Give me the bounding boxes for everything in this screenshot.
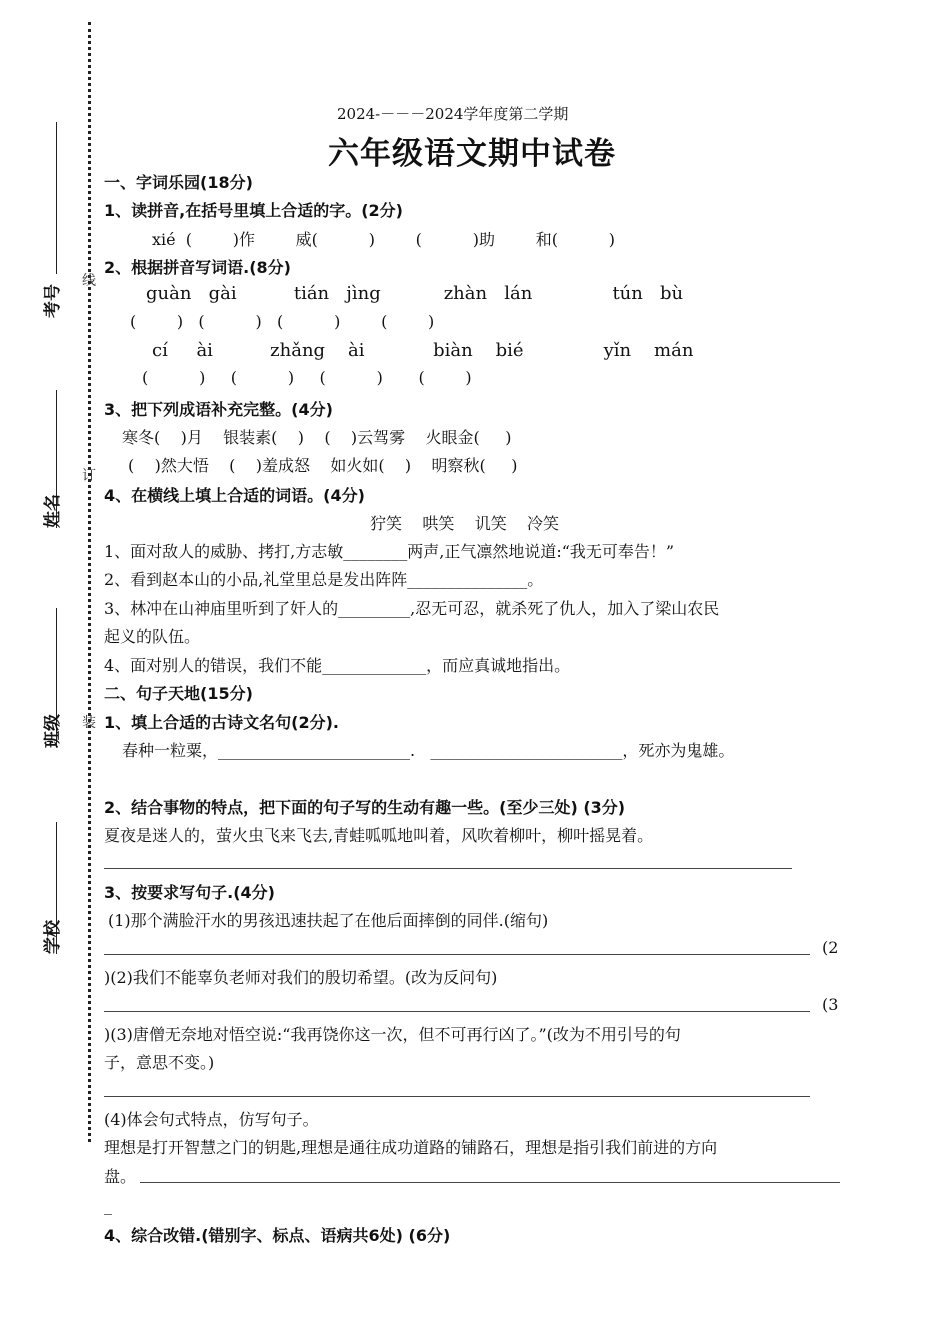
s2-q2-title: 2、结合事物的特点，把下面的句子写的生动有趣一些。(至少三处) (3分) xyxy=(104,798,626,817)
s1-q4-item1: 1、面对敌人的威胁、拷打,方志敏________两声,正气凛然地说道:“我无可奉告！” xyxy=(104,542,675,561)
s1-q2-pinyin-row1: guàn gài tián jìng zhàn lán tún bù xyxy=(146,283,684,304)
s1-q2-brackets-row2: ( ) ( ) ( ) ( ) xyxy=(142,368,472,387)
s1-q3-line2: ( )然大悟 ( )羞成怒 如火如( ) 明察秋( ) xyxy=(128,456,518,475)
s1-q3-line1: 寒冬( )月 银装素( ) ( )云驾雾 火眼金( ) xyxy=(122,428,512,447)
s1-q1-title: 1、读拼音,在括号里填上合适的字。(2分) xyxy=(104,201,403,220)
s2-q1-line: 春种一粒粟，________________________. ________________________，死亦为鬼雄。 xyxy=(122,741,735,760)
page-title: 六年级语文期中试卷 xyxy=(328,136,616,172)
s2-q3-answer-line2[interactable] xyxy=(104,1011,810,1012)
name-label: 姓名 xyxy=(43,494,63,528)
s1-q4-title: 4、在横线上填上合适的词语。(4分) xyxy=(104,486,365,505)
s2-q2-sentence: 夏夜是迷人的，萤火虫飞来飞去,青蛙呱呱地叫着，风吹着柳叶，柳叶摇晃着。 xyxy=(104,826,654,845)
s1-q2-pinyin-row2: cí ài zhǎng ài biàn bié yǐn mán xyxy=(152,340,694,361)
s2-q1-title: 1、填上合适的古诗文名句(2分). xyxy=(104,713,339,732)
s2-q3-num2: (2 xyxy=(822,938,839,957)
s2-q3-item3b: 子，意思不变。) xyxy=(104,1053,215,1072)
s1-q4-item4: 4、面对别人的错误，我们不能_____________，而应真诚地指出。 xyxy=(104,656,571,675)
section1-heading: 一、字词乐园(18分) xyxy=(104,173,253,192)
s2-q3-answer-line1[interactable] xyxy=(104,954,810,955)
binding-char-ding: 订 xyxy=(82,468,96,484)
s2-q3-item1: (1)那个满脸汗水的男孩迅速扶起了在他后面摔倒的同伴.(缩句) xyxy=(108,911,549,930)
s2-q3-num3: (3 xyxy=(822,995,839,1014)
class-label: 班级 xyxy=(43,714,63,748)
binding-char-xian: 线 xyxy=(82,273,96,289)
s1-q4-item3b: 起义的队伍。 xyxy=(104,627,201,646)
binding-char-zhuang: 装 xyxy=(82,715,96,731)
s2-q3-item4-underscore: _ xyxy=(104,1196,112,1215)
s2-q3-answer-line4[interactable] xyxy=(140,1182,840,1183)
s2-q3-item2: )(2)我们不能辜负老师对我们的殷切希望。(改为反问句) xyxy=(104,968,498,987)
s1-q3-title: 3、把下列成语补充完整。(4分) xyxy=(104,400,333,419)
school-label: 学校 xyxy=(43,920,63,954)
s2-q3-answer-line3[interactable] xyxy=(104,1096,810,1097)
exam-year-line: 2024-－－－2024学年度第二学期 xyxy=(337,105,569,123)
s1-q4-word-bank: 狞笑 哄笑 讥笑 冷笑 xyxy=(370,514,560,533)
s2-q3-item3a: )(3)唐僧无奈地对悟空说:“我再饶你这一次，但不可再行凶了。”(改为不用引号的句 xyxy=(104,1025,681,1044)
s2-q4-title: 4、综合改错.(错别字、标点、语病共6处) (6分) xyxy=(104,1226,451,1245)
s2-q3-item4: (4)体会句式特点，仿写句子。 xyxy=(104,1110,319,1129)
s1-q2-brackets-row1: ( ) ( ) ( ) ( ) xyxy=(130,312,435,331)
exam-no-line xyxy=(56,122,57,274)
s1-q4-item2: 2、看到赵本山的小品,礼堂里总是发出阵阵_______________。 xyxy=(104,570,544,589)
s1-q4-item3a: 3、林冲在山神庙里听到了奸人的_________,忍无可忍，就杀死了仇人，加入了梁山农民 xyxy=(104,599,720,618)
section2-heading: 二、句子天地(15分) xyxy=(104,684,253,703)
s2-q3-title: 3、按要求写句子.(4分) xyxy=(104,883,275,902)
binding-dotted-line xyxy=(88,22,91,1142)
exam-no-label: 考号 xyxy=(43,284,63,318)
s2-q2-answer-line[interactable] xyxy=(104,868,792,869)
s2-q3-item4-example: 理想是打开智慧之门的钥匙,理想是通往成功道路的铺路石，理想是指引我们前进的方向 xyxy=(104,1138,718,1157)
s1-q1-line: xié ( )作 威( ) ( )助 和( ) xyxy=(152,230,616,249)
s2-q3-item4-example-end: 盘。 xyxy=(104,1167,137,1186)
s1-q2-title: 2、根据拼音写词语.(8分) xyxy=(104,258,291,277)
